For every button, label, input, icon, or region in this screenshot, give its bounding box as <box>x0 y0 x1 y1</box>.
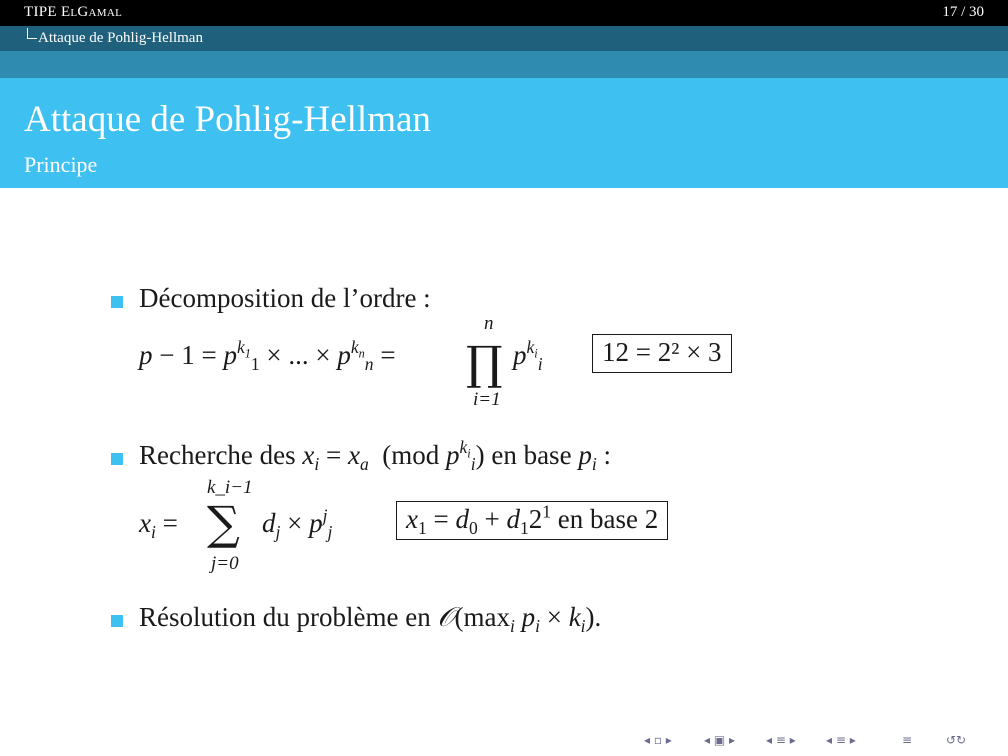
item-1-text: Décomposition de l’ordre : <box>139 283 431 313</box>
bullet-icon <box>111 296 123 308</box>
item-3-text: Résolution du problème en $𝒪(\max_i$ $p_i \times k_i$). <box>139 602 602 637</box>
nav-section-icon[interactable]: ◂ ≡ ▸ <box>766 733 796 747</box>
short-title-smallcaps: ElGamal <box>60 4 123 20</box>
nav-prev-frame-icon[interactable]: ◂ ▫ ▸ <box>644 733 672 747</box>
bullet-icon <box>111 615 123 627</box>
sum-lower-limit: j=0 <box>211 553 239 574</box>
bullet-icon <box>111 453 123 465</box>
product-lower-limit: i=1 <box>473 389 501 410</box>
header-band <box>0 51 1008 78</box>
frame-subtitle: Principe <box>24 152 98 177</box>
nav-search-icon[interactable]: ↺↻ <box>946 733 967 747</box>
equation-order-decomposition: $p - 1 = p^{k_1}_1$ × ... × $p^{k_n}_n$ = <box>139 337 396 375</box>
equation-digit-sum: $x_i$ = <box>139 508 178 543</box>
header-bar <box>0 0 1008 26</box>
item-2-prefix: Recherche des <box>139 440 296 470</box>
sum-upper-limit: k_i−1 <box>207 477 253 498</box>
page-counter: 17 / 30 <box>942 4 984 20</box>
short-title-main: TIPE <box>24 4 57 20</box>
product-term: $p^{k_i}_i$ <box>513 337 543 375</box>
example-box-2-text: en base 2 <box>557 504 659 534</box>
nav-document-icon[interactable]: ◂ ≡ ▸ <box>826 733 856 747</box>
sum-term: $d_j \times p^j_j$ <box>262 505 333 543</box>
product-upper-limit: n <box>484 313 494 334</box>
item-3-prefix: Résolution du problème en <box>139 602 431 632</box>
example-box-1: 12 = 2² × 3 <box>592 334 732 373</box>
product-symbol: ∏ <box>466 336 503 390</box>
nav-subsection-icon[interactable]: ◂ ▣ ▸ <box>704 733 736 747</box>
example-box-2: $x_1 = d_0 + d_12^1$ en base 2 <box>396 501 668 540</box>
section-title: Attaque de Pohlig-Hellman <box>38 30 203 46</box>
section-bar <box>0 26 1008 51</box>
item-2-suffix: en base <box>491 440 572 470</box>
frame-title-block <box>0 78 1008 188</box>
short-title <box>24 4 122 21</box>
item-2-text: Recherche des $x_i = x_a$ (mod $p^{k_i}_i$) en base $p_i$ : <box>139 437 611 475</box>
sum-symbol: ∑ <box>207 496 240 550</box>
frame-title: Attaque de Pohlig-Hellman <box>24 99 431 140</box>
nav-align-icon[interactable]: ≡ <box>902 733 913 747</box>
subsection-corner-icon <box>27 28 37 39</box>
item-2-end: : <box>603 440 611 470</box>
